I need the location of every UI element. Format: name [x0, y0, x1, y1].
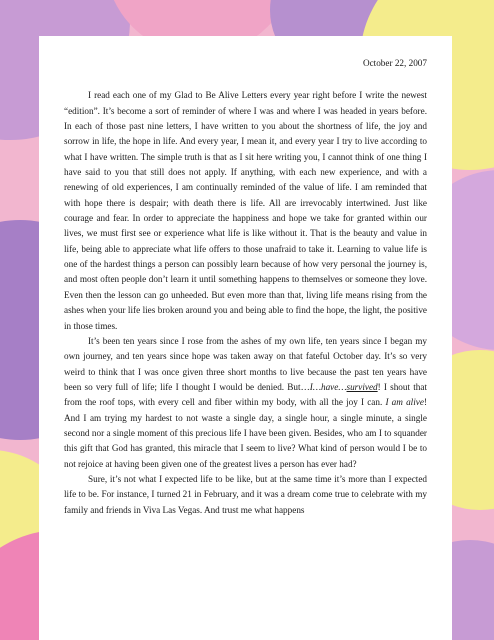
paragraph-1: I read each one of my Glad to Be Alive Letters every year right before I write the newest “edition”. It’s become a sort of reminder of where I was and where I was headed in years before. In each of those past nine letters, I have written to you about the shortness of life, the joy and sorrow in life, the hope in life. And every year, I mean it, and every year I try to live according to what I have written. The simple truth is that as I sit here writing you, I cannot think of one thing I have said to you that still does not apply. If anything, with each new experience, and with a renewing of old experiences, I am continually reminded of the value of life. I am reminded that with hope there is despair; with death there is life. All are irrevocably intertwined. Just like courage and fear. In order to appreciate the happiness and hope we take for granted within our lives, we must first see or experience what life is like without it. That is the beauty and value in life, being able to appreciate what life offers to those unafraid to take it. Learning to value life is one of the hardest things a person can possibly learn because of how very personal the journey is, and most often people don’t learn it until something happens to themselves or someone they love. Even then the lesson can go unheeded. But even more than that, living life means rising from the ashes when your life lies broken around you and being able to find the hope, the light, the positive in those times. — [64, 90, 427, 331]
paragraph-2-survived: survived — [346, 381, 378, 392]
paragraph-2 — [64, 334, 427, 472]
letter-date: October 22, 2007 — [362, 58, 427, 68]
paragraph-2-part-b: ! I shout that from the roof tops, with every cell and fiber within my body, with all the joy I can. — [64, 381, 427, 408]
paragraph-3: Sure, it’s not what I expected life to be like, but at the same time it’s more than I expected life to be. For instance, I turned 21 in February, and it was a dream come true to celebrate with my family and friends in Viva Las Vegas. And trust me what happens — [64, 473, 427, 515]
letter-page — [39, 36, 452, 640]
paragraph-2-i-have: I…have… — [309, 381, 347, 392]
paragraph-2-part-c: ! And I am trying my hardest to not waste a single day, a single hour, a single minute, a single second nor a single moment of this precious life I have been given. Besides, who am I to squander this gift that God has granted, this miracle that I seem to live? What kind of person would I be to not rejoice at having been given one of the greatest lives a person has ever had? — [64, 397, 427, 469]
paragraph-2-part-a: It’s been ten years since I rose from the ashes of my own life, ten years since I began my own journey, and ten years since hope was taken away on that fateful October day. It’s so very weird to think that I was once given three short months to live because the past ten years have been so very full of life; life I thought I would be denied. But… — [64, 335, 427, 392]
paragraph-2-i-am-alive: I am alive — [385, 397, 424, 408]
